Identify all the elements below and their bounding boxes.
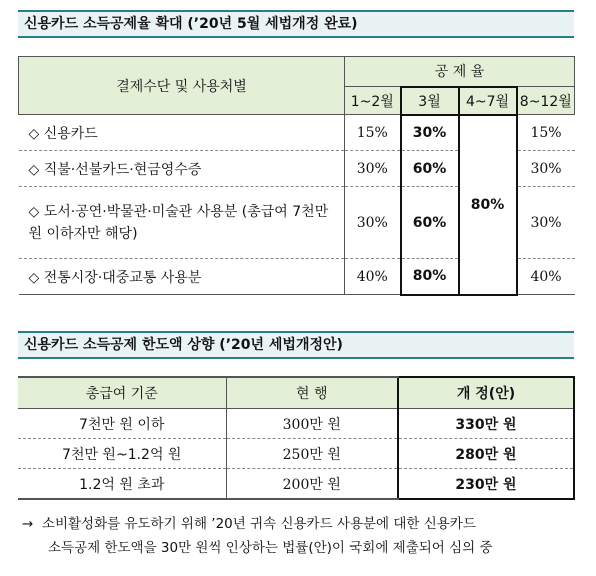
table-row bbox=[18, 439, 574, 469]
header-revised: 개 정(안) bbox=[398, 377, 574, 409]
deduction-rate-table bbox=[18, 56, 575, 296]
table-row bbox=[18, 469, 574, 500]
cell-basis: 7천만 원 이하 bbox=[18, 409, 226, 439]
rate-mar: 30% bbox=[401, 115, 459, 151]
section2-title: 신용카드 소득공제 한도액 상향 (’20년 세법개정안) bbox=[18, 331, 574, 359]
period-jan-feb: 1~2월 bbox=[345, 87, 401, 115]
note-paragraph bbox=[22, 512, 582, 560]
rate-mar: 60% bbox=[401, 151, 459, 187]
header-basis: 총급여 기준 bbox=[18, 377, 226, 409]
cell-revised: 330만 원 bbox=[398, 409, 574, 439]
table-row bbox=[19, 115, 575, 151]
period-apr-jul: 4~7월 bbox=[459, 87, 517, 115]
arrow-icon: → bbox=[22, 516, 34, 532]
cell-basis: 7천만 원~1.2억 원 bbox=[18, 439, 226, 469]
rate-jan-feb: 40% bbox=[345, 259, 401, 295]
row-label: ◇ 도서·공연·박물관·미술관 사용분 (총급여 7천만 원 이하자만 해당) bbox=[19, 187, 345, 259]
header-current: 현 행 bbox=[226, 377, 398, 409]
row-label: ◇ 신용카드 bbox=[19, 115, 345, 151]
rate-aug-dec: 30% bbox=[517, 187, 575, 259]
cell-current: 250만 원 bbox=[226, 439, 398, 469]
rate-aug-dec: 15% bbox=[517, 115, 575, 151]
rate-aug-dec: 40% bbox=[517, 259, 575, 295]
note-line-2: 소득공제 한도액을 30만 원씩 인상하는 법률(안)이 국회에 제출되어 심의 중 bbox=[48, 540, 493, 556]
rate-apr-jul: 80% bbox=[459, 115, 517, 295]
rate-jan-feb: 15% bbox=[345, 115, 401, 151]
cell-current: 300만 원 bbox=[226, 409, 398, 439]
cell-current: 200만 원 bbox=[226, 469, 398, 500]
note-line-1: 소비활성화를 유도하기 위해 ’20년 귀속 신용카드 사용분에 대한 신용카드 bbox=[41, 516, 476, 532]
row-label: ◇ 직불·선불카드·현금영수증 bbox=[19, 151, 345, 187]
rate-mar: 80% bbox=[401, 259, 459, 295]
cell-revised: 230만 원 bbox=[398, 469, 574, 500]
header-method: 결제수단 및 사용처별 bbox=[19, 57, 345, 115]
period-mar: 3월 bbox=[401, 87, 459, 115]
section1-title: 신용카드 소득공제율 확대 (’20년 5월 세법개정 완료) bbox=[18, 10, 574, 38]
header-rate: 공 제 율 bbox=[345, 57, 575, 87]
rate-mar: 60% bbox=[401, 187, 459, 259]
rate-aug-dec: 30% bbox=[517, 151, 575, 187]
rate-jan-feb: 30% bbox=[345, 151, 401, 187]
row-label: ◇ 전통시장·대중교통 사용분 bbox=[19, 259, 345, 295]
period-aug-dec: 8~12월 bbox=[517, 87, 575, 115]
cell-basis: 1.2억 원 초과 bbox=[18, 469, 226, 500]
limit-table bbox=[18, 376, 575, 500]
rate-jan-feb: 30% bbox=[345, 187, 401, 259]
table-row bbox=[18, 409, 574, 439]
cell-revised: 280만 원 bbox=[398, 439, 574, 469]
